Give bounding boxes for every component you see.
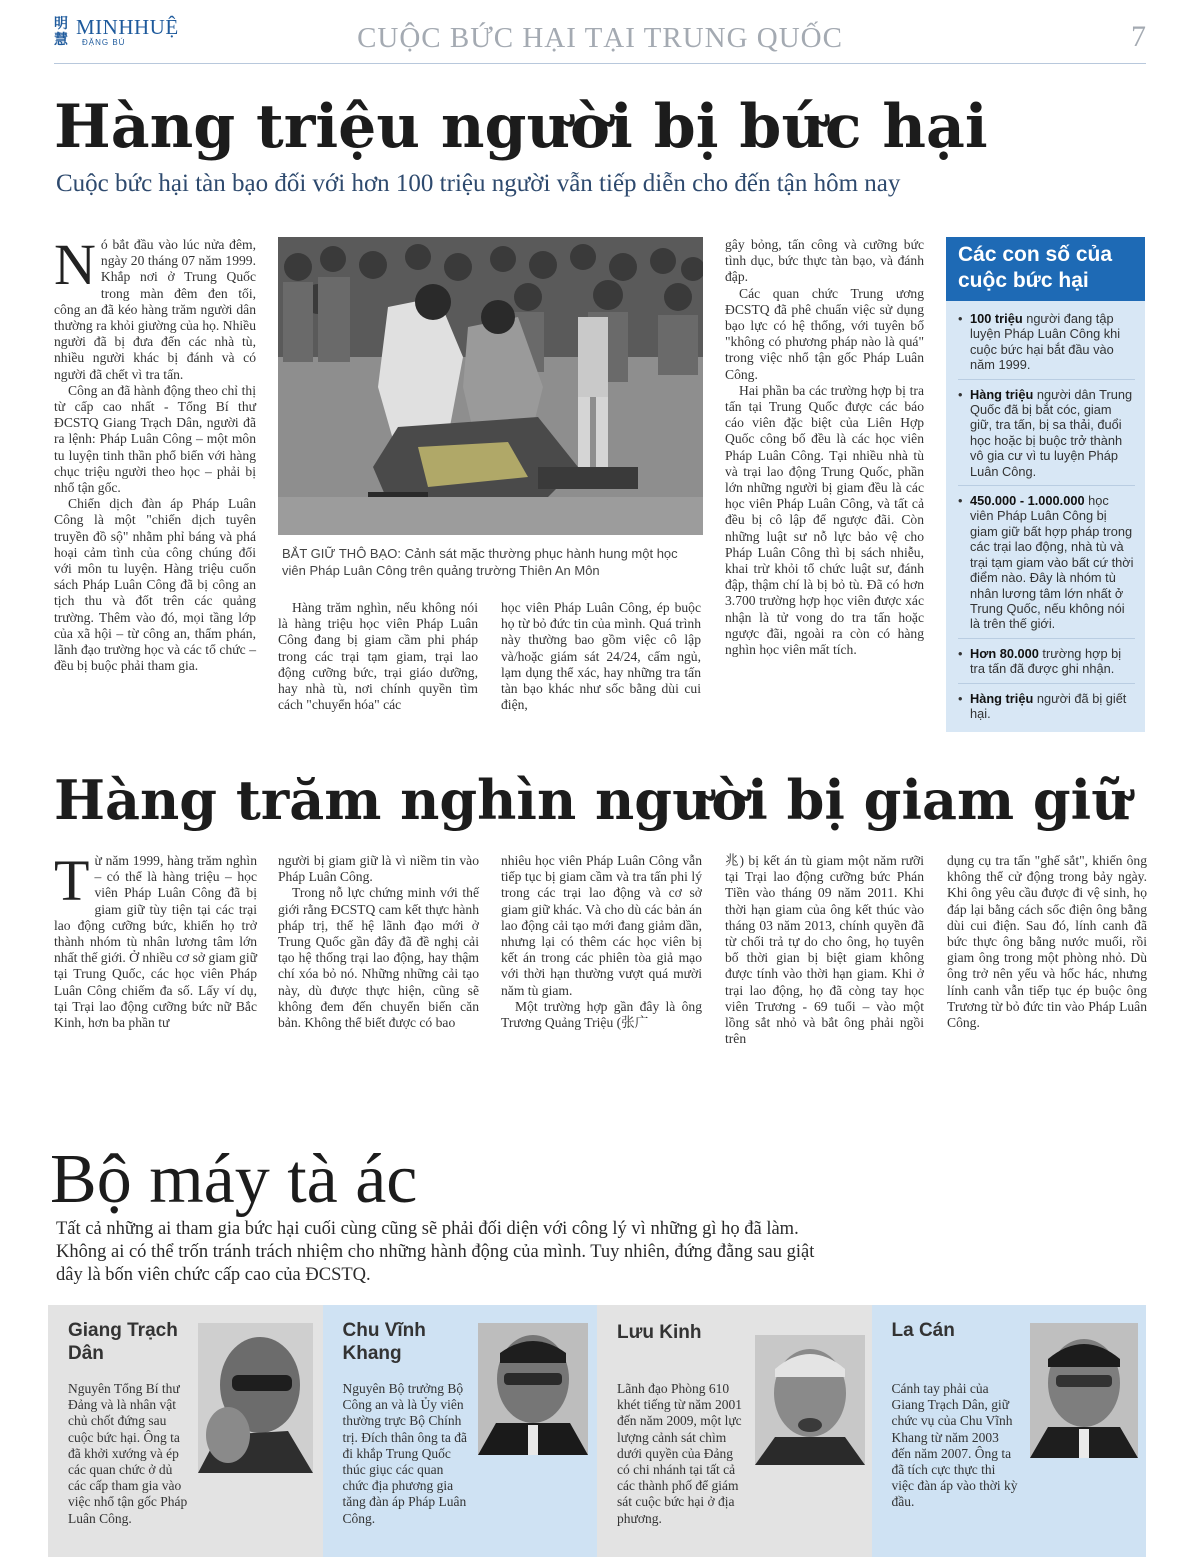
official-bio: Cánh tay phải của Giang Trạch Dân, giữ chức vụ của Chu Vĩnh Khang từ năm 2003 đến năm 2007. Ông ta đã tích cực thực thi việc đàn áp vào thời kỳ đầu.	[891, 1381, 1018, 1510]
article1-col1	[54, 232, 256, 674]
official-portrait	[1030, 1323, 1138, 1458]
arrest-photo	[278, 237, 703, 535]
article2-title: Hàng trăm nghìn người bị giam giữ	[54, 768, 1131, 832]
article1-col2: Hàng trăm nghìn, nếu không nói là hàng triệu học viên Pháp Luân Công đang bị giam cầm phi pháp trong các trại tạm giam, trại lao động cưỡng bức, trại giáo dưỡng, hay nhà tù, nơi chính quyền tìm cách "chuyển hóa" các	[278, 600, 478, 713]
official-name: La Cán	[891, 1320, 955, 1341]
official-card	[872, 1305, 1147, 1557]
official-portrait	[755, 1335, 865, 1465]
article3-title: Bộ máy tà ác	[50, 1141, 418, 1218]
article3-intro: Tất cả những ai tham gia bức hại cuối cùng cũng sẽ phải đối diện với công lý vì những gì họ đã làm. Không ai có thể trốn tránh trách nhiệm cho những hành động của mình. Tuy nhiên, đứng đằng sau giật dây là bốn viên chức cấp cao của ĐCSTQ.	[56, 1219, 815, 1285]
caption-label: BẮT GIỮ THÔ BẠO:	[282, 546, 401, 561]
official-portrait	[198, 1323, 313, 1473]
section-title: CUỘC BỨC HẠI TẠI TRUNG QUỐC	[357, 22, 843, 54]
article1-col3: học viên Pháp Luân Công, ép buộc họ từ bỏ đức tin của mình. Quá trình này thường bao gồm việc cô lập và/hoặc giám sát 24/24, cấm ngủ, lạm dụng thể xác, hay những tra tấn tàn bạo khác như sốc bằng dùi cui điện,	[501, 600, 701, 713]
officials-panel	[48, 1305, 1146, 1557]
caption-text: Cảnh sát mặc thường phục hành hung một học viên Pháp Luân Công trên quảng trường Thiên An Môn	[282, 546, 678, 578]
fact-item: • Hàng triệu người dân Trung Quốc đã bị bắt cóc, giam giữ, tra tấn, bị sa thải, đuổi học hoặc bị buộc trở thành vô gia cư vì tu luyện Pháp Luân Công.	[958, 387, 1135, 486]
official-name: Chu Vĩnh Khang	[342, 1320, 426, 1364]
dropcap: T	[54, 848, 90, 913]
logo-subtitle: ĐẶNG BÚ	[82, 38, 126, 47]
article1-col1-p3: Chiến dịch đàn áp Pháp Luân Công là một "chiến dịch tuyên truyền đồ sộ" nhằm phỉ báng và phá hoại cảm tình của công chúng đối với môn tu luyện. Hàng triệu cuốn sách Pháp Luân Công đã bị công an tịch thu và đốt trên các quảng trường. Thêm vào đó, mọi tầng lớp của xã hội – từ công an, thẩm phán, lãnh đạo trường học và các tổ chức – đều bị buộc phải tham gia.	[54, 496, 256, 674]
official-bio: Lãnh đạo Phòng 610 khét tiếng từ năm 2001 đến năm 2009, một lực lượng cảnh sát chìm dưới quyền của Đảng có chi nhánh tại tất cả các thành phố để giám sát cuộc bức hại ở địa phương.	[617, 1381, 743, 1526]
article1-title: Hàng triệu người bị bức hại	[54, 92, 988, 162]
official-portrait	[478, 1323, 588, 1455]
fact-item: • Hơn 80.000 trường hợp bị tra tấn đã được ghi nhận.	[958, 646, 1135, 684]
factbox-title: Các con số của cuộc bức hại	[946, 237, 1145, 301]
factbox	[946, 237, 1145, 732]
article2-col5: dụng cụ tra tấn "ghế sắt", khiến ông không thể cử động trong bảy ngày. Khi ông yêu cầu được đi vệ sinh, họ đáp lại bằng cách sốc điện ông bằng dùi cui điện. Sau đó, lính canh đã bức thực ông bằng nước muối, rồi giam ông trong một phòng nhỏ. Dù ông trở nên yếu và hốc hác, nhưng lính canh vẫn tiếp tục ép buộc ông Trương từ bỏ đức tin vào Pháp Luân Công.	[947, 853, 1147, 1031]
article2-col4: 兆) bị kết án tù giam một năm rưỡi tại Trại lao động cưỡng bức Phán Tiền vào tháng 09 năm 2011. Khi thời hạn giam của ông kết thúc vào tháng 03 năm 2013, chính quyền đã từ chối trả tự do cho ông, họ tuyên bố thời gian bị biệt giam không được tính vào thời hạn giam. Khi ở trại lao động, họ đã còng tay học viên Trương - 69 tuổi – vào một lồng sắt nhỏ và bắt ông phải ngồi trên	[725, 853, 924, 1047]
fact-item: • 100 triệu người đang tập luyện Pháp Luân Công khi cuộc bức hại bắt đầu vào năm 1999.	[958, 311, 1135, 380]
official-card	[323, 1305, 598, 1557]
official-name: Lưu Kinh	[617, 1322, 702, 1343]
article2-col2: người bị giam giữ là vì niềm tin vào Pháp Luân Công. Trong nỗ lực chứng minh với thế giới rằng ĐCSTQ cam kết thực hành pháp trị, thế hệ lãnh đạo mới ở Trung Quốc gần đây đã đề nghị cải tạo hệ thống trại lao động, hay thậm chí xóa bỏ nó. Những những cải tạo này, dù được thực hiện, cũng sẽ không đem đến chuyển biến căn bản. Không thể biết được có bao	[278, 853, 479, 1031]
official-bio: Nguyên Bộ trưởng Bộ Công an và là Ủy viên thường trực Bộ Chính trị. Đích thân ông ta đã đi khắp Trung Quốc thúc giục các quan chức địa phương gia tăng đàn áp Pháp Luân Công.	[342, 1381, 467, 1526]
fact-item: • 450.000 - 1.000.000 học viên Pháp Luân Công bị giam giữ bất hợp pháp trong các trại lao động, nhà tù và trại tạm giam vào bất cứ thời điểm nào. Đây là nhóm tù nhân lương tâm lớn nhất ở Trung Quốc, nếu không nói là trên thế giới.	[958, 493, 1135, 639]
page-header	[54, 8, 1146, 64]
page-number: 7	[1131, 20, 1146, 53]
photo-caption	[282, 545, 702, 579]
fact-item: • Hàng triệu người đã bị giết hại.	[958, 691, 1135, 728]
official-name: Giang Trạch Dân	[68, 1320, 178, 1364]
article1-col1-p2: Công an đã hành động theo chỉ thị từ cấp cao nhất - Tổng Bí thư ĐCSTQ Giang Trạch Dân, người đã ra lệnh: Pháp Luân Công – một môn tu luyện tinh thần phổ biến với hàng chục triệu người theo học – phải bị nhổ tận gốc.	[54, 382, 256, 496]
article1-col1-p1: Nó bắt đầu vào lúc nửa đêm, ngày 20 tháng 07 năm 1999. Khắp nơi ở Trung Quốc trong màn đêm đen tối, công an đã kéo hàng trăm người dân thường ra khỏi giường của họ. Nhiều người đã bị đưa đến các nhà tù, nhiều người khác bị đánh và có người đã chết vì tra tấn.	[54, 232, 256, 382]
official-card	[48, 1305, 323, 1557]
official-card	[597, 1305, 872, 1557]
article1-col4: gây bỏng, tấn công và cưỡng bức tình dục, bức thực tàn bạo, và đánh đập. Các quan chức Trung ương ĐCSTQ đã phê chuẩn việc sử dụng bạo lực có hệ thống, với tuyên bố "không có phương pháp nào là quá" trong việc nhổ tận gốc Pháp Luân Công. Hai phần ba các trường hợp bị tra tấn tại Trung Quốc được các báo cáo viên đặc biệt của Liên Hợp Quốc công bố đều là các học viên Pháp Luân Công. Tại nhiều nhà tù và trại lao động Trung Quốc, phần lớn những người bị giam đều là các học viên Pháp Luân Công, và tất cả đều bị cô lập để ngược đãi. Còn những luật sư nỗ lực bảo vệ cho Pháp Luân Công thì bị sách nhiễu, khai trừ khỏi tổ chức luật sư, đánh đập, thậm chí là bị bỏ tù. Đã có hơn 3.700 trường hợp học viên được xác nhận là tử vong do tra tấn hoặc ngược đãi, ngoài ra còn có hàng nghìn học viên mất tích.	[725, 237, 924, 658]
official-bio: Nguyên Tổng Bí thư Đảng và là nhân vật chủ chốt đứng sau cuộc bức hại. Ông ta đã khởi xướng và ép các quan chức ở dủ các cấp tham gia vào việc nhổ tận gốc Pháp Luân Công.	[68, 1381, 188, 1526]
factbox-list	[946, 301, 1145, 727]
article2-col1: Từ năm 1999, hàng trăm nghìn – có thể là hàng triệu – học viên Pháp Luân Công đã bị giam giữ tùy tiện tại các trại lao động cưỡng bức, khiến họ trở thành nhóm tù nhân lương tâm lớn nhất thế giới. Ở nhiều cơ sở giam giữ tại Trung Quốc, các học viên Pháp Luân Công chiếm đa số. Lấy ví dụ, tại Trại lao động cưỡng bức nữ Bắc Kinh, hơn ba phần tư	[54, 848, 257, 1031]
article2-col3: nhiêu học viên Pháp Luân Công vẫn tiếp tục bị giam cầm và tra tấn phi lý trong các trại lao động và cơ sở giam giữ khác. Và cho dù các bản án lao động cải tạo mới đang giảm dần, nhưng lại có thêm các học viên bị kết án trong các phiên tòa giả mạo với thời hạn thường vượt quá mười năm tù giam. Một trường hợp gần đây là ông Trương Quảng Triệu (张广	[501, 853, 702, 1031]
logo-cjk: 明慧	[54, 16, 68, 48]
article1-subtitle: Cuộc bức hại tàn bạo đối với hơn 100 triệu người vẫn tiếp diễn cho đến tận hôm nay	[56, 170, 901, 197]
logo-name: MINHHUỆ	[76, 15, 179, 39]
dropcap: N	[54, 232, 96, 297]
